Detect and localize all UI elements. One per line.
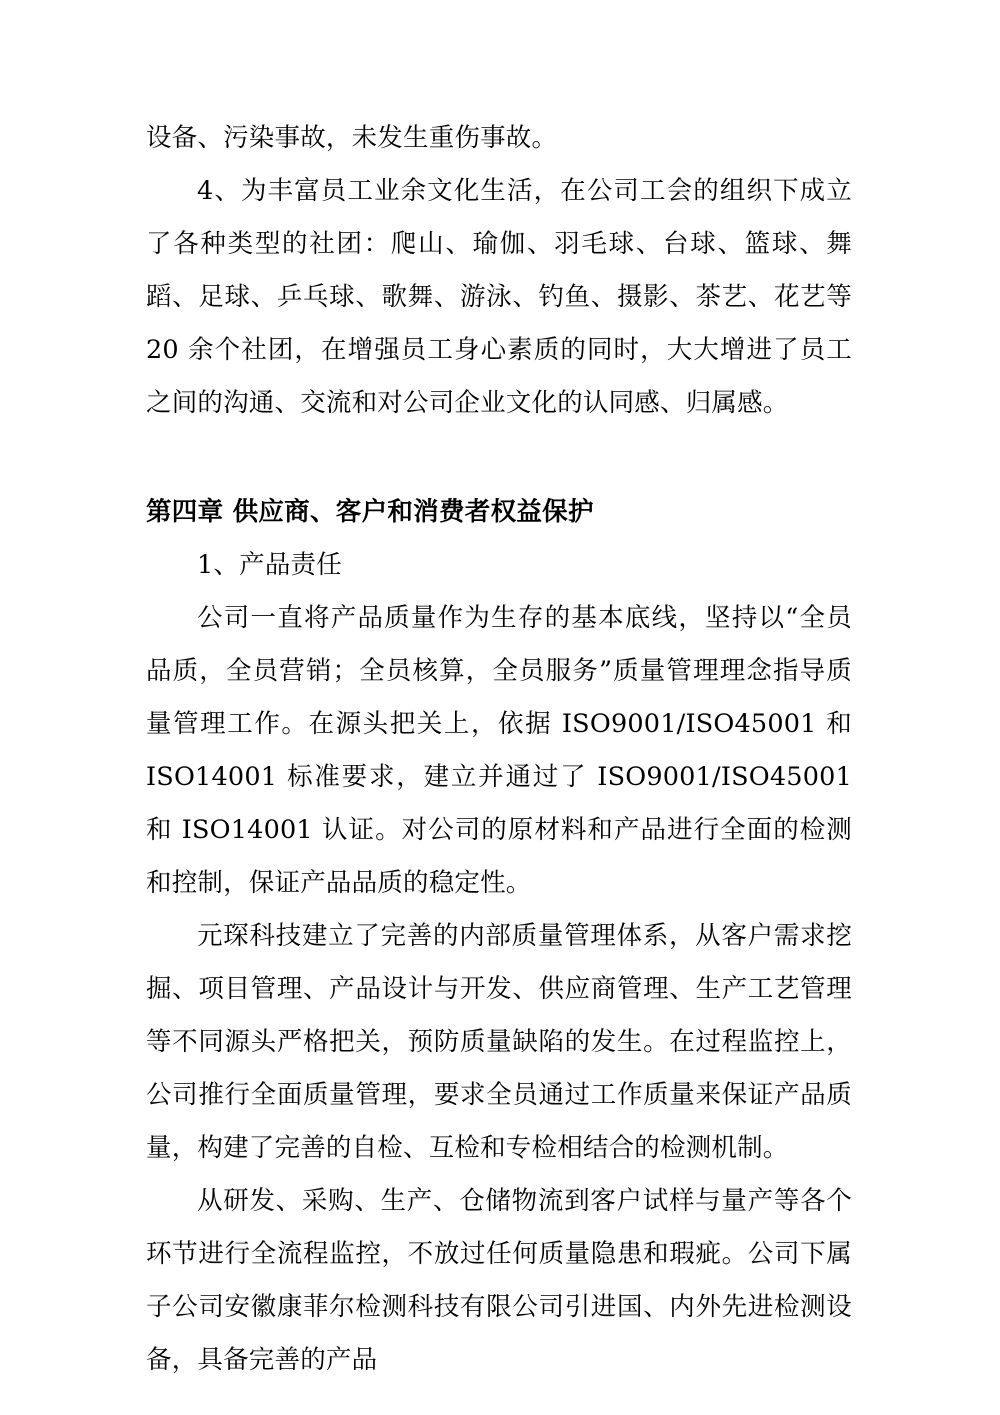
chapter-heading: 第四章 供应商、客户和消费者权益保护 — [146, 497, 594, 527]
paragraph-quality-baseline: 公司一直将产品质量作为生存的基本底线，坚持以“全员品质，全员营销；全员核算，全员服务”质量管理理念指导质量管理工作。在源头把关上，依据 ISO9001/ISO45001 和 ISO14001 标准要求，建立并通过了 ISO9001/ISO45001 和 ISO14001 认证。对公司的原材料和产品进行全面的检测和控制，保证产品品质的稳定性。 — [146, 603, 861, 898]
paragraph-item-4-clubs: 4、为丰富员工业余文化生活，在公司工会的组织下成立了各种类型的社团：爬山、瑜伽、羽毛球、台球、篮球、舞蹈、足球、乒乓球、歌舞、游泳、钓鱼、摄影、茶艺、花艺等 20 余个社团，在增强员工身心素质的同时，大大增进了员工之间的沟通、交流和对公司企业文化的认同感、归属感。 — [146, 176, 861, 418]
section-spacer — [146, 430, 852, 486]
paragraph-continued-safety: 设备、污染事故，未发生重伤事故。 — [146, 123, 558, 153]
paragraph-internal-quality-system: 元琛科技建立了完善的内部质量管理体系，从客户需求挖掘、项目管理、产品设计与开发、供应商管理、生产工艺管理等不同源头严格把关，预防质量缺陷的发生。在过程监控上，公司推行全面质量管理，要求全员通过工作质量来保证产品质量，构建了完善的自检、互检和专检相结合的检测机制。 — [146, 921, 852, 1163]
subsection-title-product-responsibility: 1、产品责任 — [197, 550, 342, 580]
page-content — [146, 112, 861, 1387]
paragraph-process-monitoring: 从研发、采购、生产、仓储物流到客户试样与量产等各个环节进行全流程监控，不放过任何质量隐患和瑕疵。公司下属子公司安徽康菲尔检测科技有限公司引进国、内外先进检测设备，具备完善的产品 — [146, 1186, 852, 1375]
